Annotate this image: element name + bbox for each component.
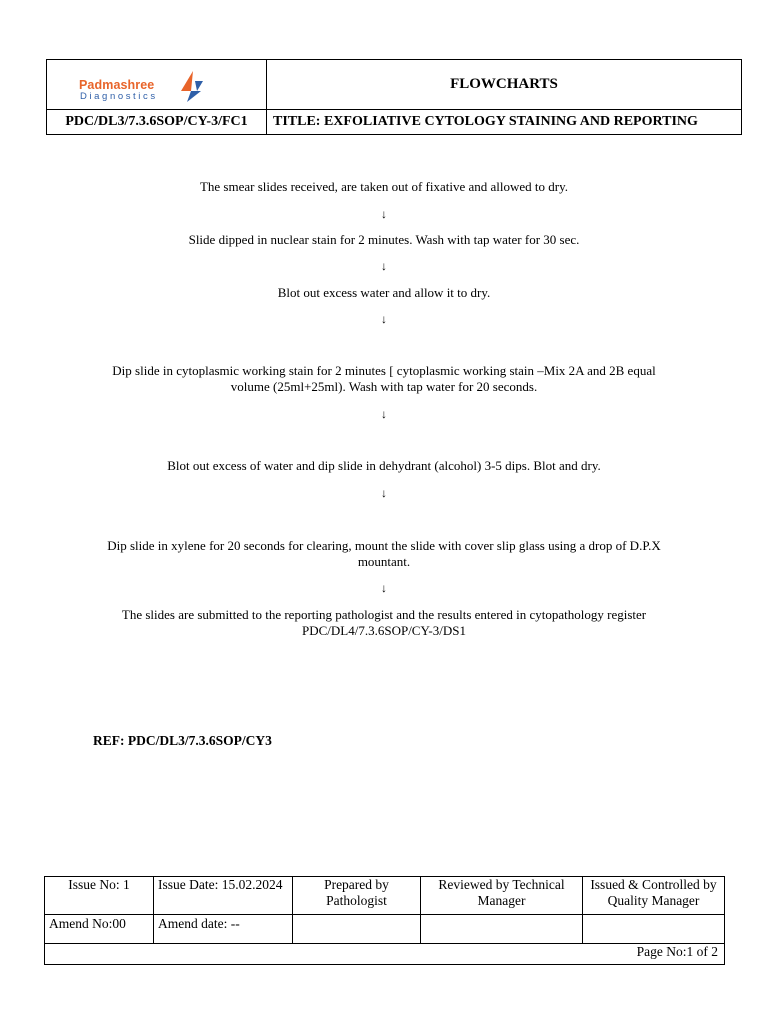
page-number: Page No:1 of 2	[45, 944, 725, 965]
flow-arrow-5: ↓	[381, 486, 387, 500]
reviewed-by: Reviewed by Technical Manager	[421, 877, 583, 915]
prepared-by: Prepared by Pathologist	[293, 877, 421, 915]
flow-step-2: Slide dipped in nuclear stain for 2 minutes. Wash with tap water for 30 sec.	[188, 232, 580, 247]
empty-cell-prepared	[293, 915, 421, 944]
logo-cell	[47, 60, 267, 110]
flow-arrow-4: ↓	[381, 407, 387, 421]
flow-step-5: Blot out excess of water and dip slide in dehydrant (alcohol) 3-5 dips. Blot and dry.	[167, 458, 601, 473]
issued-controlled-by: Issued & Controlled by Quality Manager	[583, 877, 725, 915]
flow-step-1: The smear slides received, are taken out of fixative and allowed to dry.	[199, 179, 569, 194]
flow-arrow-6: ↓	[381, 581, 387, 595]
issue-number: Issue No: 1	[45, 877, 154, 915]
flow-arrow-1: ↓	[381, 207, 387, 221]
flow-arrow-3: ↓	[381, 312, 387, 326]
logo-mark-icon	[177, 69, 205, 103]
document-title: TITLE: EXFOLIATIVE CYTOLOGY STAINING AND REPORTING	[267, 110, 742, 135]
flow-step-6: Dip slide in xylene for 20 seconds for clearing, mount the slide with cover slip glass using a drop of D.P.X mountant.	[107, 538, 661, 569]
flow-arrow-2: ↓	[381, 259, 387, 273]
document-control-table	[44, 876, 725, 965]
empty-cell-reviewed	[421, 915, 583, 944]
logo-subtitle-text: Diagnostics	[80, 91, 158, 102]
logo-brand-text: Padmashree	[79, 78, 155, 92]
issue-date: Issue Date: 15.02.2024	[154, 877, 293, 915]
reference-line: REF: PDC/DL3/7.3.6SOP/CY3	[93, 733, 272, 748]
amend-number: Amend No:00	[45, 915, 154, 944]
amend-date: Amend date: --	[154, 915, 293, 944]
section-title: FLOWCHARTS	[267, 60, 742, 110]
company-logo	[79, 69, 219, 103]
flow-step-7: The slides are submitted to the reporting pathologist and the results entered in cytopathology register PDC/DL4/7.3.6SOP/CY-3/DS1	[121, 607, 647, 638]
flow-step-3: Blot out excess water and allow it to dry.	[277, 285, 491, 300]
document-header-table	[46, 59, 742, 135]
flow-step-4: Dip slide in cytoplasmic working stain for 2 minutes [ cytoplasmic working stain –Mix 2A and 2B equal volume (25ml+25ml). Wash with tap water for 20 seconds.	[112, 363, 656, 394]
empty-cell-issued	[583, 915, 725, 944]
document-code: PDC/DL3/7.3.6SOP/CY-3/FC1	[47, 110, 267, 135]
